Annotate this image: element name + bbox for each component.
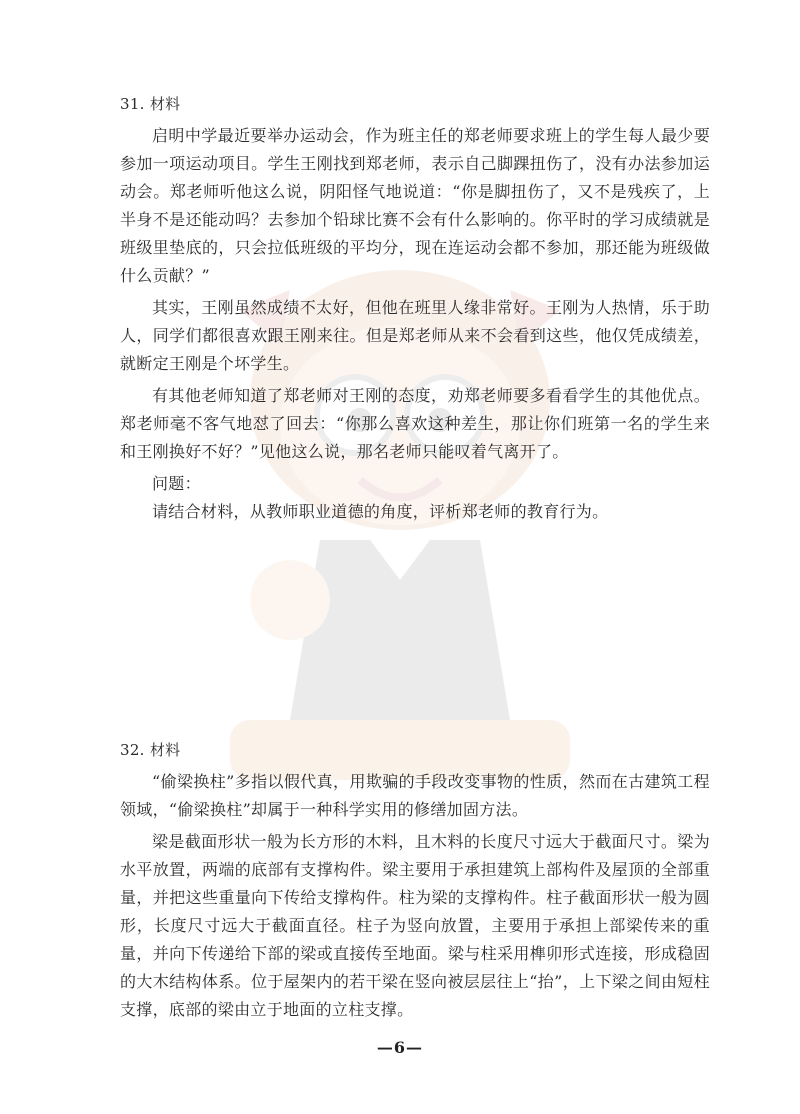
question-32-paragraph-2: 梁是截面形状一般为长方形的木料，且木料的长度尺寸远大于截面尺寸。梁为水平放置，两端的底部有支撑构件。梁主要用于承担建筑上部构件及屋顶的全部重量，并把这些重量向下传给支撑构件。柱为梁的支撑构件。柱子截面形状一般为圆形，长度尺寸远大于截面直径。柱子为竖向放置，主要用于承担上部梁传来的重量，并向下传递给下部的梁或直接传至地面。梁与柱采用榫卯形式连接，形成稳固的大木结构体系。位于屋架内的若干梁在竖向被层层往上“抬”，上下梁之间由短柱支撑，底部的梁由立于地面的立柱支撑。 (120, 832, 710, 1019)
question-32-paragraph-1: “偷梁换柱”多指以假代真，用欺骗的手段改变事物的性质，然而在古建筑工程领域，“偷梁换柱”却属于一种科学实用的修缮加固方法。 (120, 772, 710, 819)
question-31-question-label: 问题： (152, 474, 201, 493)
question-31-question-text: 请结合材料，从教师职业道德的角度，评析郑老师的教育行为。 (152, 502, 609, 521)
page-number: —6— (376, 1038, 424, 1057)
question-31-paragraph-3: 有其他老师知道了郑老师对王刚的态度，劝郑老师要多看看学生的其他优点。郑老师毫不客气地怼了回去：“你那么喜欢这种差生，那让你们班第一名的学生来和王刚换好不好？”见他这么说，那名老师只能叹着气离开了。 (120, 386, 710, 461)
question-31-paragraph-1: 启明中学最近要举办运动会，作为班主任的郑老师要求班上的学生每人最少要参加一项运动项目。学生王刚找到郑老师，表示自己脚踝扭伤了，没有办法参加运动会。郑老师听他这么说，阴阳怪气地说道：“你是脚扭伤了，又不是残疾了，上半身不是还能动吗？去参加个铅球比赛不会有什么影响的。你平时的学习成绩就是班级里垫底的，只会拉低班级的平均分，现在连运动会都不参加，那还能为班级做什么贡献？” (120, 126, 710, 285)
question-32 (120, 736, 710, 1028)
question-31-paragraph-2: 其实，王刚虽然成绩不太好，但他在班里人缘非常好。王刚为人热情，乐于助人，同学们都很喜欢跟王刚来往。但是郑老师从来不会看到这些，他仅凭成绩差，就断定王刚是个坏学生。 (120, 298, 710, 373)
question-32-heading: 32. 材料 (120, 741, 181, 759)
question-31 (120, 90, 710, 526)
question-31-heading: 31. 材料 (120, 95, 181, 113)
